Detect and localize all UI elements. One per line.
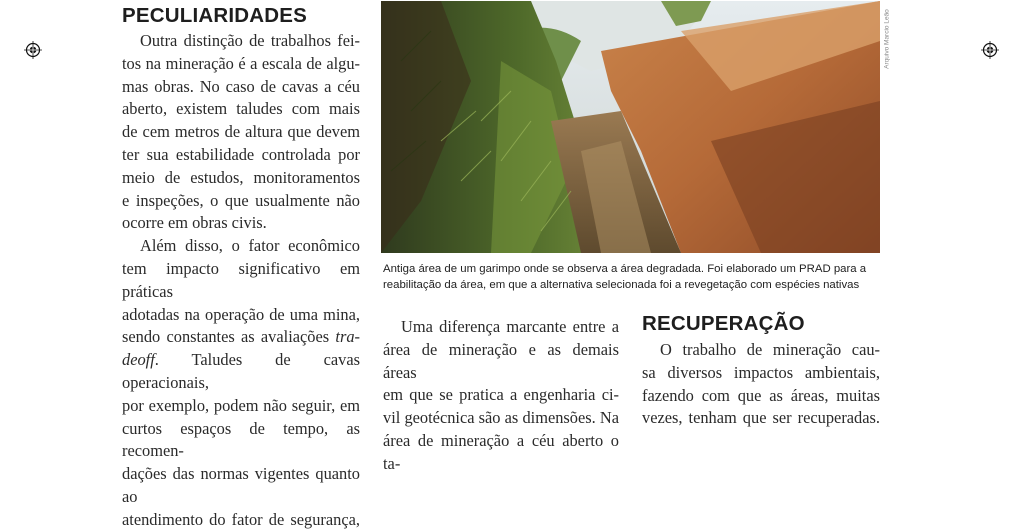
- caption-line: Antiga área de um garimpo onde se observa a área degradada. Foi elaborado um PRAD para a: [383, 263, 867, 275]
- paragraph-line: atendimento do fator de segurança,: [122, 509, 360, 529]
- paragraph-line: fazendo com que as áreas, muitas: [642, 385, 880, 405]
- paragraph-line: tem impacto significativo em práticas: [122, 258, 360, 301]
- registration-mark-icon: [981, 41, 999, 59]
- column-1-text: [122, 30, 360, 532]
- column-3-text: [642, 339, 880, 430]
- caption-line: reabilitação da área, em que a alternativa selecionada foi a revegetação com espécies nativas: [383, 279, 860, 291]
- column-2-text: [383, 316, 619, 476]
- photo-credit-text: Arquivo Marcio Leão: [883, 9, 891, 69]
- text-run: . Taludes de cavas operacionais,: [122, 350, 360, 392]
- section-heading-peculiaridades: PECULIARIDADES: [122, 4, 308, 27]
- photo-caption: [383, 261, 883, 293]
- paragraph-line: [122, 326, 360, 349]
- registration-mark-icon: [24, 41, 42, 59]
- paragraph-line: [122, 349, 360, 395]
- paragraph-line: área de mineração e as demais áreas: [383, 339, 619, 382]
- photo-credit: [881, 8, 893, 70]
- paragraph-line: área de mineração a céu aberto o ta-: [383, 430, 619, 473]
- italic-term: tra-: [335, 327, 360, 347]
- paragraph-line: curtos espaços de tempo, as recomen-: [122, 418, 360, 461]
- paragraph-line: de cem metros de altura que devem: [122, 122, 360, 142]
- paragraph-line: Além disso, o fator econômico: [140, 236, 360, 256]
- paragraph-line: por exemplo, podem não seguir, em: [122, 395, 360, 415]
- section-heading-recuperacao: RECUPERAÇÃO: [642, 312, 805, 335]
- paragraph-line: aberto, existem taludes com mais: [122, 99, 360, 119]
- paragraph-line: meio de estudos, monitoramentos: [122, 167, 360, 187]
- paragraph-line: Uma diferença marcante entre a: [401, 317, 619, 336]
- erosion-gully-photo: [381, 1, 880, 253]
- paragraph-line: vil geotécnica são as dimensões. Na: [383, 408, 619, 428]
- paragraph-line: adotadas na operação de uma mina,: [122, 304, 360, 324]
- italic-term: deoff: [122, 350, 155, 370]
- paragraph-line: vezes, tenham que ser recuperadas.: [642, 408, 880, 428]
- paragraph-line: sa diversos impactos ambientais,: [642, 362, 880, 382]
- text-run: sendo constantes as avaliações: [122, 327, 336, 347]
- paragraph-line: tos na mineração é a escala de algu-: [122, 53, 360, 73]
- paragraph-line: Outra distinção de trabalhos fei-: [140, 31, 360, 50]
- paragraph-line: O trabalho de mineração cau-: [660, 340, 880, 359]
- paragraph-line: em que se pratica a engenharia ci-: [383, 385, 619, 405]
- paragraph-line: dações das normas vigentes quanto ao: [122, 464, 360, 506]
- paragraph-line: mas obras. No caso de cavas a céu: [122, 76, 360, 96]
- paragraph-line: ocorre em obras civis.: [122, 213, 267, 233]
- paragraph-line: e inspeções, o que usualmente não: [122, 190, 360, 210]
- paragraph-line: ter sua estabilidade controlada por: [122, 144, 360, 164]
